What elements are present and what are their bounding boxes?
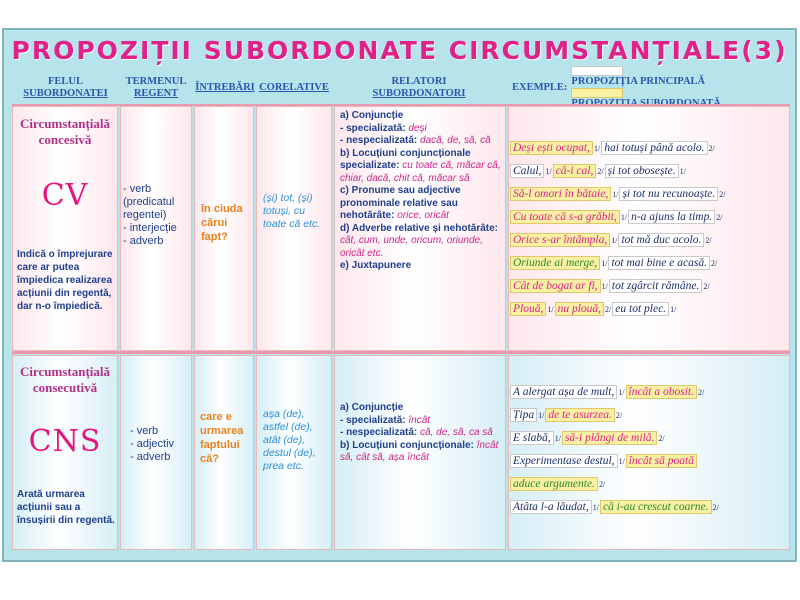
- subordinate-clause: aduce argumente.: [510, 477, 598, 491]
- clause-number-mark: 1/: [547, 304, 554, 314]
- relator-a-label: a) Conjuncție: [340, 110, 404, 121]
- main-clause: Atâta l-a lăudat,: [510, 500, 592, 514]
- example-row: [510, 383, 705, 401]
- subordinate-clause: Să-l omori în bătaie,: [510, 187, 611, 201]
- clause-number-mark: 1/: [545, 166, 552, 176]
- clause-number-mark: 2/: [710, 258, 718, 268]
- concesiva-intrebari: în ciuda cărui fapt?: [201, 203, 243, 243]
- relator-d-value: cât, cum, unde, oricum, oriunde, oricât etc.: [340, 235, 483, 259]
- concesiva-regent-item: - interjecție: [123, 222, 177, 234]
- concesiva-regent-item: - adverb: [123, 235, 164, 247]
- clause-number-mark: 1/: [670, 304, 677, 314]
- clause-number-mark: 1/: [538, 410, 545, 420]
- example-row: [510, 208, 723, 226]
- relator-a1-label: - specializată:: [340, 122, 406, 134]
- main-clause: și tot nu recunoaște.: [619, 187, 718, 201]
- subordinate-clause: că i-au crescut coarne.: [600, 500, 712, 514]
- header-relatori-line1: RELATORI: [391, 76, 447, 87]
- main-clause: și tot obosește.: [605, 164, 679, 178]
- relator-b-value: încât să, cât să, așa încât: [340, 439, 499, 463]
- legend-principala: [571, 66, 705, 88]
- consecutiva-abbr: CNS: [28, 424, 102, 459]
- concesiva-description: Indică o împrejurare care ar putea împiedica realizarea acțiunii din regentă, dar n-o împiedică.: [17, 249, 113, 312]
- consecutiva-intrebari: care e urmarea faptului că?: [200, 411, 244, 465]
- row-divider: [12, 351, 790, 354]
- concesiva-name-line2: concesivă: [38, 132, 92, 147]
- relator-a2-label: - nespecializată:: [340, 427, 418, 438]
- header-termenul: [120, 70, 192, 106]
- main-clause: E slabă,: [510, 431, 554, 445]
- consecutiva-regent-item: - adjectiv: [130, 438, 175, 450]
- consecutiva-regent-item: - adverb: [130, 451, 171, 463]
- clause-number-mark: 1/: [679, 166, 686, 176]
- relator-b-label: b) Locuțiuni conjuncționale specializate:: [340, 147, 471, 171]
- main-clause: eu tot plec.: [612, 302, 669, 316]
- subordinate-clause: Cât de bogat ar fi,: [510, 279, 601, 293]
- clause-number-mark: 2/: [708, 143, 715, 153]
- clause-number-mark: 1/: [601, 258, 608, 268]
- clause-number-mark: 2/: [658, 433, 665, 443]
- subordinate-clause: Cu toate că s-a grăbit,: [510, 210, 620, 224]
- relator-a1-value: deși: [408, 122, 427, 134]
- example-row: [510, 429, 666, 447]
- main-clause: A alergat așa de mult,: [510, 385, 617, 399]
- header-relatori-line2: SUBORDONATORI: [372, 88, 466, 99]
- concesiva-corelative: (și) tot, (și) totuși, cu toate că etc.: [263, 192, 321, 230]
- concesiva-relatori: [340, 110, 502, 273]
- main-clause: hai totuși până acolo.: [601, 141, 707, 155]
- header-intrebari-text: ÎNTREBĂRI: [195, 82, 255, 93]
- header-felul: [14, 70, 117, 106]
- main-clause: Experimentase destul,: [510, 454, 618, 468]
- header-corelative: [256, 70, 332, 106]
- consecutiva-name-line1: Circumstanțială: [19, 364, 111, 379]
- clause-number-mark: 2/: [615, 410, 623, 420]
- subordinate-clause: nu plouă,: [555, 302, 604, 316]
- legend-principala-swatch: [571, 66, 623, 76]
- clause-number-mark: 2/: [719, 189, 726, 199]
- legend-subordonata-swatch: [571, 88, 623, 98]
- relator-e-label: e) Juxtapunere: [340, 260, 412, 271]
- clause-number-mark: 2/: [705, 235, 712, 245]
- main-clause: tot mă duc acolo.: [618, 233, 704, 247]
- header-divider: [12, 104, 790, 106]
- consecutiva-relatori: [340, 402, 502, 465]
- relator-b-value: cu toate că, măcar că, chiar, dacă, chit că, măcar să: [340, 160, 501, 184]
- concesiva-name-line1: Circumstanțială: [19, 116, 111, 131]
- header-exemple: [508, 70, 788, 106]
- header-felul-line1: FELUL: [47, 76, 83, 87]
- main-clause: tot mai bine e acasă.: [608, 256, 710, 270]
- relator-a1-label: - specializată:: [340, 414, 406, 426]
- example-row: [510, 300, 677, 318]
- example-row: [510, 498, 720, 516]
- clause-number-mark: 1/: [618, 456, 625, 466]
- relator-c-label: c) Pronume sau adjective pronominale relative sau nehotărâte:: [340, 185, 461, 221]
- subordinate-clause: Deși ești ocupat,: [510, 141, 593, 155]
- example-row: [510, 139, 716, 157]
- concesiva-regent-list: [123, 183, 191, 248]
- header-exemple-text: EXEMPLE:: [512, 82, 568, 93]
- header-intrebari: [194, 70, 256, 106]
- clause-number-mark: 2/: [698, 387, 705, 397]
- clause-number-mark: 2/: [605, 304, 612, 314]
- relator-d-label: d) Adverbe relative și nehotărâte:: [340, 222, 499, 234]
- consecutiva-name: [14, 364, 116, 396]
- example-row: [510, 231, 713, 249]
- concesiva-name: [14, 116, 116, 148]
- clause-number-mark: 1/: [618, 387, 625, 397]
- example-row: [510, 475, 606, 493]
- subordinate-clause: Oriunde ai merge,: [510, 256, 600, 270]
- main-clause: Calul,: [510, 164, 544, 178]
- subordinate-clause: de te asurzea.: [545, 408, 615, 422]
- clause-number-mark: 1/: [620, 212, 628, 222]
- clause-number-mark: 1/: [612, 189, 619, 199]
- relator-c-value: orice, oricât: [397, 210, 449, 221]
- subordinate-clause: să-i plângi de milă.: [562, 431, 657, 445]
- example-row: [510, 162, 687, 180]
- subordinate-clause: Orice s-ar întâmpla,: [510, 233, 610, 247]
- example-row: [510, 452, 697, 470]
- main-clause: Țipa: [510, 408, 537, 422]
- relator-a2-value: că, de, să, ca să: [420, 427, 493, 438]
- consecutiva-description: Arată urmarea acțiunii sau a însușirii din regentă.: [17, 489, 115, 526]
- clause-number-mark: 1/: [554, 433, 561, 443]
- legend-principala-label: PROPOZIȚIA PRINCIPALĂ: [571, 76, 706, 87]
- main-clause: tot zgârcit rămâne.: [609, 279, 702, 293]
- example-row: [510, 254, 718, 272]
- clause-number-mark: 1/: [593, 143, 601, 153]
- clause-number-mark: 1/: [592, 502, 599, 512]
- consecutiva-corelative: așa (de), astfel (de), atât (de), destul (de), prea etc.: [263, 408, 316, 472]
- relator-b-label: b) Locuțiuni conjuncționale:: [340, 439, 474, 451]
- consecutiva-name-line2: consecutivă: [32, 380, 98, 395]
- main-clause: n-a ajuns la timp.: [628, 210, 715, 224]
- subordinate-clause: că-i cal,: [553, 164, 597, 178]
- concesiva-regent-item: - verb (predicatul regentei): [123, 183, 175, 221]
- example-row: [510, 277, 711, 295]
- example-row: [510, 185, 727, 203]
- relator-a2-label: - nespecializată:: [340, 135, 418, 146]
- concesiva-abbr: CV: [41, 178, 89, 213]
- clause-number-mark: 2/: [716, 212, 723, 222]
- header-felul-line2: SUBORDONATEI: [23, 88, 108, 99]
- consecutiva-regent-list: [130, 425, 190, 464]
- header-termenul-line2: REGENT: [133, 88, 179, 99]
- relator-a-label: a) Conjuncție: [340, 402, 404, 413]
- header-termenul-line1: TERMENUL: [125, 76, 187, 87]
- subordinate-clause: încât să poată: [626, 454, 697, 468]
- relator-a2-value: dacă, de, să, că: [420, 135, 491, 146]
- header-corelative-text: CORELATIVE: [259, 82, 329, 93]
- clause-number-mark: 2/: [703, 281, 710, 291]
- subordinate-clause: Plouă,: [510, 302, 546, 316]
- header-relatori: [334, 70, 504, 106]
- clause-number-mark: 1/: [611, 235, 618, 245]
- clause-number-mark: 1/: [601, 281, 608, 291]
- clause-number-mark: 2/: [597, 166, 604, 176]
- example-row: [510, 406, 623, 424]
- subordinate-clause: încât a obosit.: [626, 385, 698, 399]
- relator-a1-value: încât: [408, 414, 431, 426]
- clause-number-mark: 2/: [598, 479, 606, 489]
- clause-number-mark: 2/: [712, 502, 719, 512]
- consecutiva-regent-item: - verb: [130, 425, 159, 437]
- page-title: PROPOZIȚII SUBORDONATE CIRCUMSTANȚIALE(3): [11, 35, 788, 65]
